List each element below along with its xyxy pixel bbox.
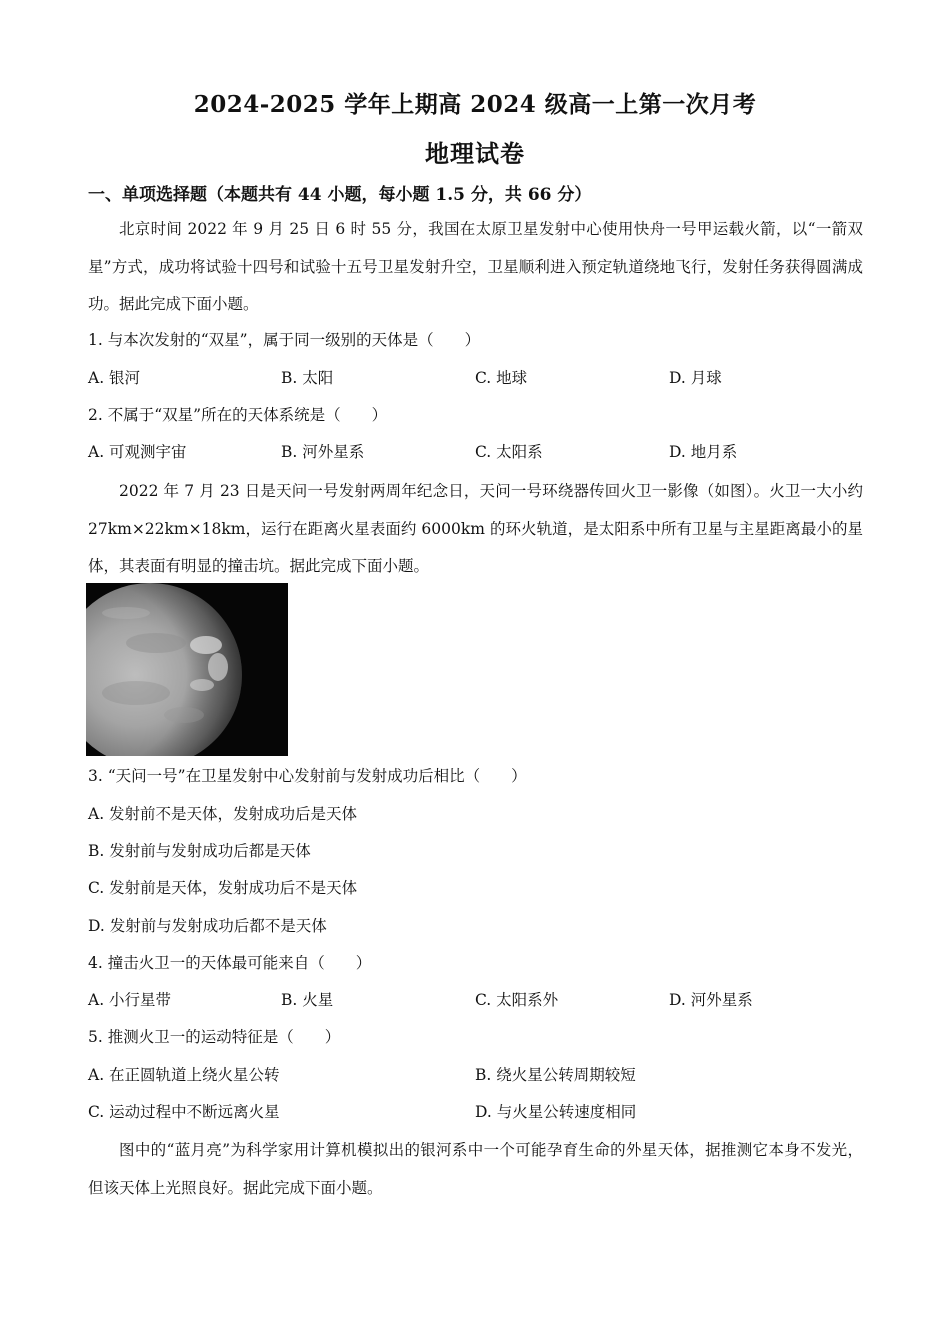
question-5-option-c: C. 运动过程中不断远离火星	[88, 1103, 280, 1121]
question-3-option-d: D. 发射前与发射成功后都不是天体	[88, 917, 327, 935]
question-3-stem: 3. “天问一号”在卫星发射中心发射前与发射成功后相比（ ）	[88, 767, 527, 785]
question-4-option-a: A. 小行星带	[88, 991, 172, 1009]
question-3-option-c: C. 发射前是天体，发射成功后不是天体	[88, 879, 358, 897]
question-2-option-d: D. 地月系	[669, 443, 738, 461]
question-2-option-c: C. 太阳系	[475, 443, 543, 461]
question-5-stem: 5. 推测火卫一的运动特征是（ ）	[88, 1028, 341, 1046]
passage-launch: 北京时间 2022 年 9 月 25 日 6 时 55 分，我国在太原卫星发射中心使用快舟一号甲运载火箭，以“一箭双星”方式，成功将试验十四号和试验十五号卫星发射升空，卫星顺利进入预定轨道绕地飞行，发射任务获得圆满成功。据此完成下面小题。	[88, 220, 863, 313]
question-2-stem: 2. 不属于“双星”所在的天体系统是（ ）	[88, 406, 388, 424]
question-1-stem: 1. 与本次发射的“双星”，属于同一级别的天体是（ ）	[88, 331, 481, 349]
question-3-option-b: B. 发射前与发射成功后都是天体	[88, 842, 311, 860]
passage-phobos: 2022 年 7 月 23 日是天问一号发射两周年纪念日，天问一号环绕器传回火卫一影像（如图）。火卫一大小约 27km×22km×18km，运行在距离火星表面约 6000km 的环火轨道，是太阳系中所有卫星与主星距离最小的星体，其表面有明显的撞击坑。据此完成下面小题。	[88, 482, 863, 575]
question-5-option-b: B. 绕火星公转周期较短	[475, 1066, 636, 1084]
passage-blue-moon: 图中的“蓝月亮”为科学家用计算机模拟出的银河系中一个可能孕育生命的外星天体，据推测它本身不发光，但该天体上光照良好。据此完成下面小题。	[88, 1141, 863, 1197]
exam-title: 2024-2025 学年上期高 2024 级高一上第一次月考	[193, 91, 757, 118]
question-4-option-c: C. 太阳系外	[475, 991, 559, 1009]
question-2-option-b: B. 河外星系	[281, 443, 365, 461]
question-4-option-d: D. 河外星系	[669, 991, 753, 1009]
question-4-option-b: B. 火星	[281, 991, 334, 1009]
question-1-option-b: B. 太阳	[281, 369, 334, 387]
question-1-option-c: C. 地球	[475, 369, 528, 387]
question-1-option-a: A. 银河	[88, 369, 141, 387]
question-5-option-a: A. 在正圆轨道上绕火星公转	[88, 1066, 280, 1084]
subject-title: 地理试卷	[425, 139, 525, 168]
question-3-option-a: A. 发射前不是天体，发射成功后是天体	[88, 805, 358, 823]
planet-image	[86, 583, 288, 756]
question-2-option-a: A. 可观测宇宙	[88, 443, 187, 461]
planet-illustration	[86, 583, 288, 756]
question-1-option-d: D. 月球	[669, 369, 722, 387]
question-5-option-d: D. 与火星公转速度相同	[475, 1103, 637, 1121]
section-heading: 一、单项选择题（本题共有 44 小题，每小题 1.5 分，共 66 分）	[88, 185, 592, 205]
question-4-stem: 4. 撞击火卫一的天体最可能来自（ ）	[88, 954, 372, 972]
